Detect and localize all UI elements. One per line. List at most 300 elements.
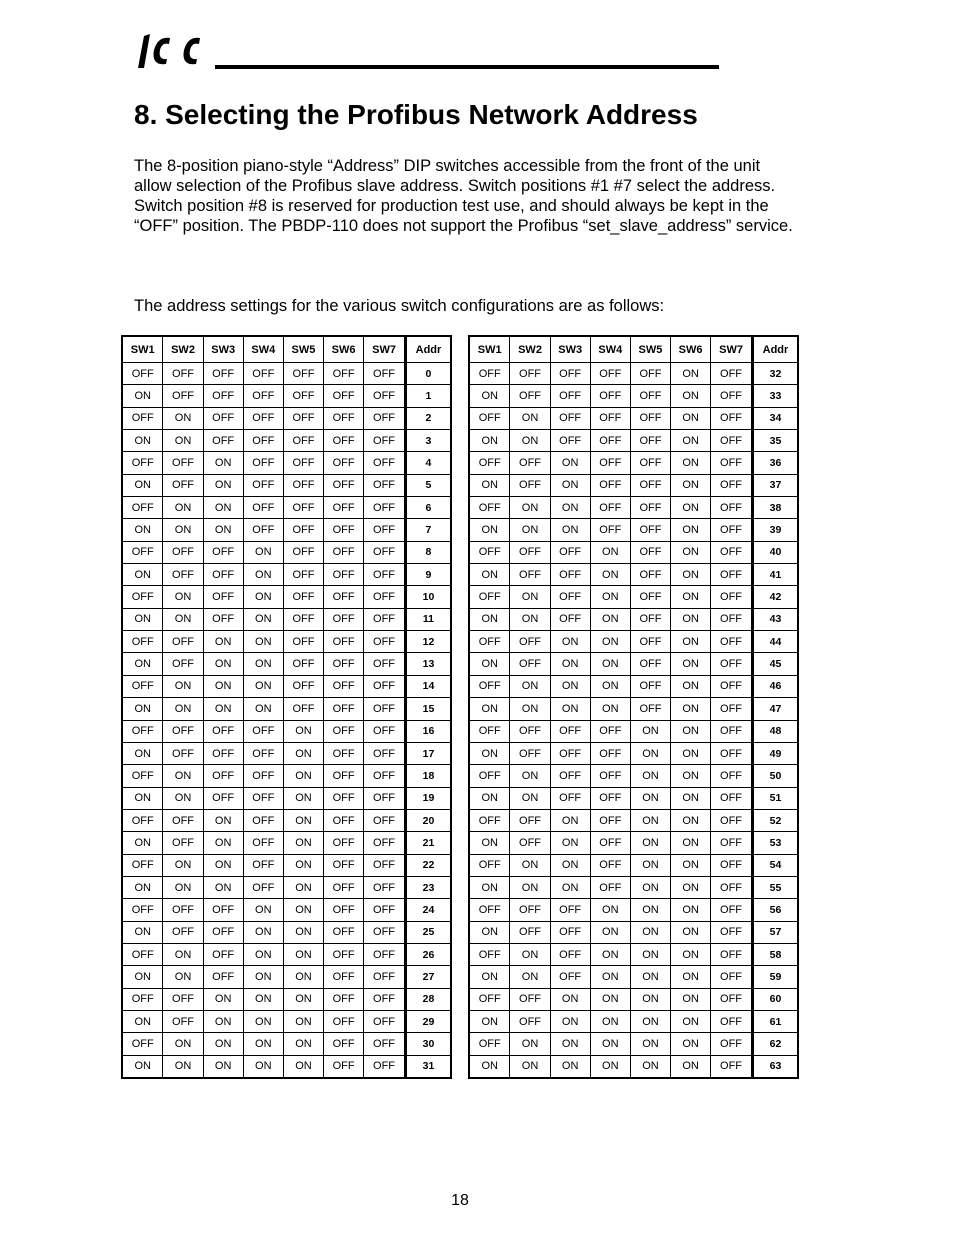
switch-cell: ON [671,921,711,943]
address-cell: 7 [405,519,451,541]
switch-cell: ON [630,966,670,988]
switch-cell: OFF [711,943,753,965]
switch-cell: OFF [364,608,406,630]
switch-cell: OFF [630,407,670,429]
switch-cell: ON [243,1033,283,1055]
switch-cell: ON [550,809,590,831]
switch-cell: OFF [203,720,243,742]
table-row [122,1010,451,1032]
table-row [469,608,798,630]
switch-cell: OFF [324,899,364,921]
switch-cell: ON [590,1055,630,1078]
switch-cell: OFF [324,921,364,943]
switch-cell: OFF [364,497,406,519]
switch-cell: OFF [711,385,753,407]
switch-cell: OFF [630,430,670,452]
address-cell: 31 [405,1055,451,1078]
switch-cell: ON [510,765,550,787]
switch-cell: ON [630,742,670,764]
switch-cell: OFF [324,966,364,988]
switch-cell: OFF [550,608,590,630]
switch-cell: ON [163,787,203,809]
switch-cell: ON [469,1010,510,1032]
switch-cell: OFF [122,899,163,921]
address-cell: 3 [405,430,451,452]
address-cell: 26 [405,943,451,965]
switch-cell: OFF [711,921,753,943]
switch-cell: ON [671,452,711,474]
address-cell: 57 [752,921,798,943]
switch-cell: ON [283,921,323,943]
table-row [122,653,451,675]
switch-cell: OFF [324,363,364,385]
table-row [469,653,798,675]
switch-cell: OFF [364,809,406,831]
switch-cell: OFF [364,385,406,407]
table-row [122,385,451,407]
switch-cell: OFF [163,742,203,764]
switch-cell: ON [283,742,323,764]
switch-cell: ON [122,474,163,496]
switch-cell: OFF [630,541,670,563]
switch-cell: OFF [163,385,203,407]
table-row [469,876,798,898]
switch-cell: OFF [510,385,550,407]
switch-cell: OFF [324,943,364,965]
address-cell: 27 [405,966,451,988]
switch-cell: ON [671,474,711,496]
switch-cell: ON [122,430,163,452]
switch-cell: OFF [203,943,243,965]
table-row [122,608,451,630]
switch-cell: OFF [550,363,590,385]
table-row [469,832,798,854]
switch-cell: OFF [203,899,243,921]
switch-cell: OFF [243,765,283,787]
switch-cell: ON [590,608,630,630]
switch-cell: OFF [122,854,163,876]
switch-cell: OFF [469,854,510,876]
switch-cell: OFF [711,988,753,1010]
switch-cell: OFF [364,586,406,608]
switch-cell: ON [122,832,163,854]
switch-cell: ON [671,742,711,764]
switch-cell: ON [550,988,590,1010]
switch-cell: OFF [324,675,364,697]
switch-cell: ON [243,988,283,1010]
switch-cell: ON [283,854,323,876]
switch-cell: ON [510,698,550,720]
switch-cell: OFF [469,497,510,519]
switch-cell: OFF [711,720,753,742]
switch-cell: ON [550,497,590,519]
switch-cell: ON [243,631,283,653]
switch-cell: OFF [711,631,753,653]
switch-cell: ON [671,385,711,407]
switch-cell: OFF [469,720,510,742]
switch-cell: OFF [711,497,753,519]
switch-cell: OFF [550,765,590,787]
switch-cell: OFF [510,1010,550,1032]
switch-cell: OFF [163,452,203,474]
switch-cell: ON [203,854,243,876]
address-cell: 51 [752,787,798,809]
address-cell: 37 [752,474,798,496]
column-header: Addr [405,336,451,363]
switch-cell: OFF [711,363,753,385]
column-header: SW5 [630,336,670,363]
switch-cell: OFF [324,653,364,675]
switch-cell: OFF [324,765,364,787]
table-row [122,541,451,563]
switch-cell: OFF [324,1033,364,1055]
switch-cell: OFF [283,385,323,407]
switch-cell: OFF [711,765,753,787]
switch-cell: ON [671,608,711,630]
switch-cell: ON [550,474,590,496]
switch-cell: OFF [510,720,550,742]
table-row [122,519,451,541]
switch-cell: ON [510,876,550,898]
table-row [469,988,798,1010]
switch-cell: ON [469,742,510,764]
address-cell: 21 [405,832,451,854]
switch-cell: ON [510,1033,550,1055]
switch-cell: OFF [550,586,590,608]
switch-cell: ON [243,653,283,675]
switch-cell: ON [590,921,630,943]
address-cell: 61 [752,1010,798,1032]
switch-cell: ON [510,497,550,519]
table-row [122,988,451,1010]
switch-cell: ON [671,966,711,988]
switch-cell: OFF [364,787,406,809]
table-row [122,586,451,608]
table-row [122,474,451,496]
switch-cell: OFF [364,921,406,943]
switch-cell: OFF [510,921,550,943]
switch-cell: ON [671,1033,711,1055]
switch-cell: OFF [550,407,590,429]
switch-cell: ON [510,787,550,809]
switch-cell: ON [203,698,243,720]
switch-cell: OFF [324,586,364,608]
switch-cell: ON [122,921,163,943]
switch-cell: ON [203,832,243,854]
switch-cell: ON [469,564,510,586]
switch-cell: ON [630,832,670,854]
table-row [122,921,451,943]
switch-cell: OFF [283,430,323,452]
switch-cell: OFF [324,452,364,474]
switch-cell: ON [469,608,510,630]
switch-cell: OFF [243,385,283,407]
table-row [122,742,451,764]
switch-cell: ON [630,1010,670,1032]
address-cell: 58 [752,943,798,965]
switch-cell: OFF [243,832,283,854]
switch-cell: OFF [364,832,406,854]
address-cell: 15 [405,698,451,720]
address-cell: 55 [752,876,798,898]
switch-cell: ON [469,921,510,943]
switch-cell: OFF [203,385,243,407]
switch-cell: OFF [711,452,753,474]
switch-cell: OFF [711,742,753,764]
switch-cell: ON [630,854,670,876]
switch-cell: ON [163,519,203,541]
switch-cell: OFF [550,966,590,988]
switch-cell: OFF [122,363,163,385]
switch-cell: ON [510,586,550,608]
switch-cell: ON [671,854,711,876]
table-row [469,1010,798,1032]
switch-cell: OFF [283,452,323,474]
address-cell: 19 [405,787,451,809]
switch-cell: ON [510,519,550,541]
address-cell: 48 [752,720,798,742]
switch-cell: ON [203,1033,243,1055]
switch-cell: ON [630,787,670,809]
switch-cell: OFF [630,631,670,653]
switch-cell: ON [469,430,510,452]
address-table-right [468,335,799,1079]
switch-cell: ON [469,1055,510,1078]
address-cell: 34 [752,407,798,429]
table-row [122,430,451,452]
switch-cell: OFF [324,832,364,854]
switch-cell: OFF [469,586,510,608]
switch-cell: ON [590,698,630,720]
address-cell: 42 [752,586,798,608]
switch-cell: ON [283,787,323,809]
switch-cell: OFF [630,675,670,697]
switch-cell: ON [203,631,243,653]
switch-cell: OFF [711,608,753,630]
switch-cell: OFF [364,765,406,787]
switch-cell: OFF [364,720,406,742]
switch-cell: ON [671,988,711,1010]
switch-cell: OFF [630,452,670,474]
switch-cell: OFF [469,631,510,653]
table-row [122,720,451,742]
switch-cell: OFF [590,407,630,429]
column-header: SW7 [711,336,753,363]
address-cell: 41 [752,564,798,586]
switch-cell: ON [163,407,203,429]
switch-cell: OFF [203,966,243,988]
switch-cell: OFF [364,541,406,563]
switch-cell: OFF [163,653,203,675]
switch-cell: ON [243,541,283,563]
address-cell: 1 [405,385,451,407]
switch-cell: ON [163,698,203,720]
switch-cell: OFF [283,631,323,653]
switch-cell: ON [550,452,590,474]
switch-cell: ON [203,497,243,519]
switch-cell: OFF [550,899,590,921]
switch-cell: OFF [364,675,406,697]
switch-cell: OFF [324,497,364,519]
switch-cell: OFF [324,742,364,764]
table-row [469,675,798,697]
column-header: SW3 [203,336,243,363]
switch-cell: ON [243,586,283,608]
table-row [469,452,798,474]
column-header: SW7 [364,336,406,363]
switch-cell: OFF [590,765,630,787]
switch-cell: OFF [122,407,163,429]
switch-cell: ON [163,876,203,898]
column-header: SW2 [510,336,550,363]
switch-cell: OFF [469,452,510,474]
switch-cell: OFF [243,474,283,496]
switch-cell: ON [590,586,630,608]
switch-cell: OFF [122,586,163,608]
switch-cell: OFF [469,407,510,429]
switch-cell: OFF [364,653,406,675]
switch-cell: OFF [203,586,243,608]
switch-cell: ON [590,653,630,675]
switch-cell: ON [163,675,203,697]
switch-cell: ON [550,698,590,720]
switch-cell: OFF [203,608,243,630]
switch-cell: OFF [469,988,510,1010]
switch-cell: ON [243,675,283,697]
table-row [469,519,798,541]
switch-cell: ON [671,430,711,452]
switch-cell: ON [550,675,590,697]
switch-cell: OFF [590,363,630,385]
switch-cell: OFF [711,541,753,563]
switch-cell: OFF [283,519,323,541]
switch-cell: ON [630,988,670,1010]
switch-cell: ON [283,809,323,831]
switch-cell: OFF [243,809,283,831]
switch-cell: ON [163,765,203,787]
switch-cell: ON [671,586,711,608]
switch-cell: OFF [122,541,163,563]
switch-cell: ON [163,608,203,630]
address-cell: 2 [405,407,451,429]
address-cell: 59 [752,966,798,988]
address-cell: 29 [405,1010,451,1032]
switch-cell: OFF [243,519,283,541]
switch-cell: ON [671,564,711,586]
address-cell: 49 [752,742,798,764]
switch-cell: OFF [122,943,163,965]
switch-cell: OFF [711,876,753,898]
switch-cell: OFF [243,787,283,809]
switch-cell: ON [243,608,283,630]
switch-cell: ON [203,474,243,496]
table-row [469,1055,798,1078]
switch-cell: OFF [550,742,590,764]
column-header: SW5 [283,336,323,363]
address-cell: 0 [405,363,451,385]
switch-cell: OFF [324,519,364,541]
switch-cell: OFF [711,653,753,675]
switch-cell: OFF [324,541,364,563]
switch-cell: ON [122,519,163,541]
switch-cell: OFF [590,452,630,474]
switch-cell: ON [243,564,283,586]
address-cell: 14 [405,675,451,697]
switch-cell: OFF [122,765,163,787]
switch-cell: ON [203,653,243,675]
switch-cell: ON [671,519,711,541]
switch-cell: OFF [364,854,406,876]
address-cell: 25 [405,921,451,943]
switch-cell: OFF [630,586,670,608]
switch-cell: OFF [324,608,364,630]
switch-cell: ON [630,921,670,943]
switch-cell: OFF [711,809,753,831]
address-cell: 52 [752,809,798,831]
switch-cell: OFF [324,474,364,496]
address-cell: 11 [405,608,451,630]
switch-cell: OFF [122,675,163,697]
switch-cell: OFF [122,988,163,1010]
switch-cell: ON [550,876,590,898]
switch-cell: OFF [122,452,163,474]
switch-cell: ON [283,1033,323,1055]
switch-cell: OFF [711,1055,753,1078]
address-cell: 28 [405,988,451,1010]
switch-cell: ON [671,698,711,720]
switch-cell: OFF [122,497,163,519]
switch-cell: OFF [364,407,406,429]
switch-cell: ON [283,1010,323,1032]
switch-cell: ON [671,675,711,697]
switch-cell: OFF [550,720,590,742]
switch-cell: OFF [711,854,753,876]
switch-cell: OFF [590,809,630,831]
intro-paragraph: The 8-position piano-style “Address” DIP switches accessible from the front of the unit allow selection of the Profibus slave address. Switch positions #1 #7 select the address. Switch position #8 is reserved for production test use, and should always be kept in the “OFF” position. The PBDP-110 does not support the Profibus “set_slave_address” service. [134,157,793,235]
table-row [469,742,798,764]
switch-cell: OFF [203,430,243,452]
switch-cell: ON [671,876,711,898]
switch-cell: ON [630,720,670,742]
switch-cell: OFF [711,675,753,697]
table-row [469,921,798,943]
switch-cell: ON [469,698,510,720]
address-cell: 54 [752,854,798,876]
switch-cell: OFF [510,564,550,586]
switch-cell: ON [550,1033,590,1055]
address-cell: 4 [405,452,451,474]
switch-cell: ON [163,943,203,965]
switch-cell: ON [122,742,163,764]
switch-cell: ON [163,497,203,519]
switch-cell: ON [122,966,163,988]
switch-cell: OFF [283,698,323,720]
switch-cell: OFF [163,720,203,742]
switch-cell: ON [283,876,323,898]
address-cell: 50 [752,765,798,787]
column-header: SW1 [122,336,163,363]
switch-cell: OFF [630,698,670,720]
table-row [122,497,451,519]
switch-cell: OFF [283,564,323,586]
switch-cell: OFF [324,564,364,586]
switch-cell: OFF [469,943,510,965]
table-row [469,407,798,429]
switch-cell: ON [550,854,590,876]
switch-cell: OFF [364,631,406,653]
column-header: SW1 [469,336,510,363]
address-cell: 56 [752,899,798,921]
